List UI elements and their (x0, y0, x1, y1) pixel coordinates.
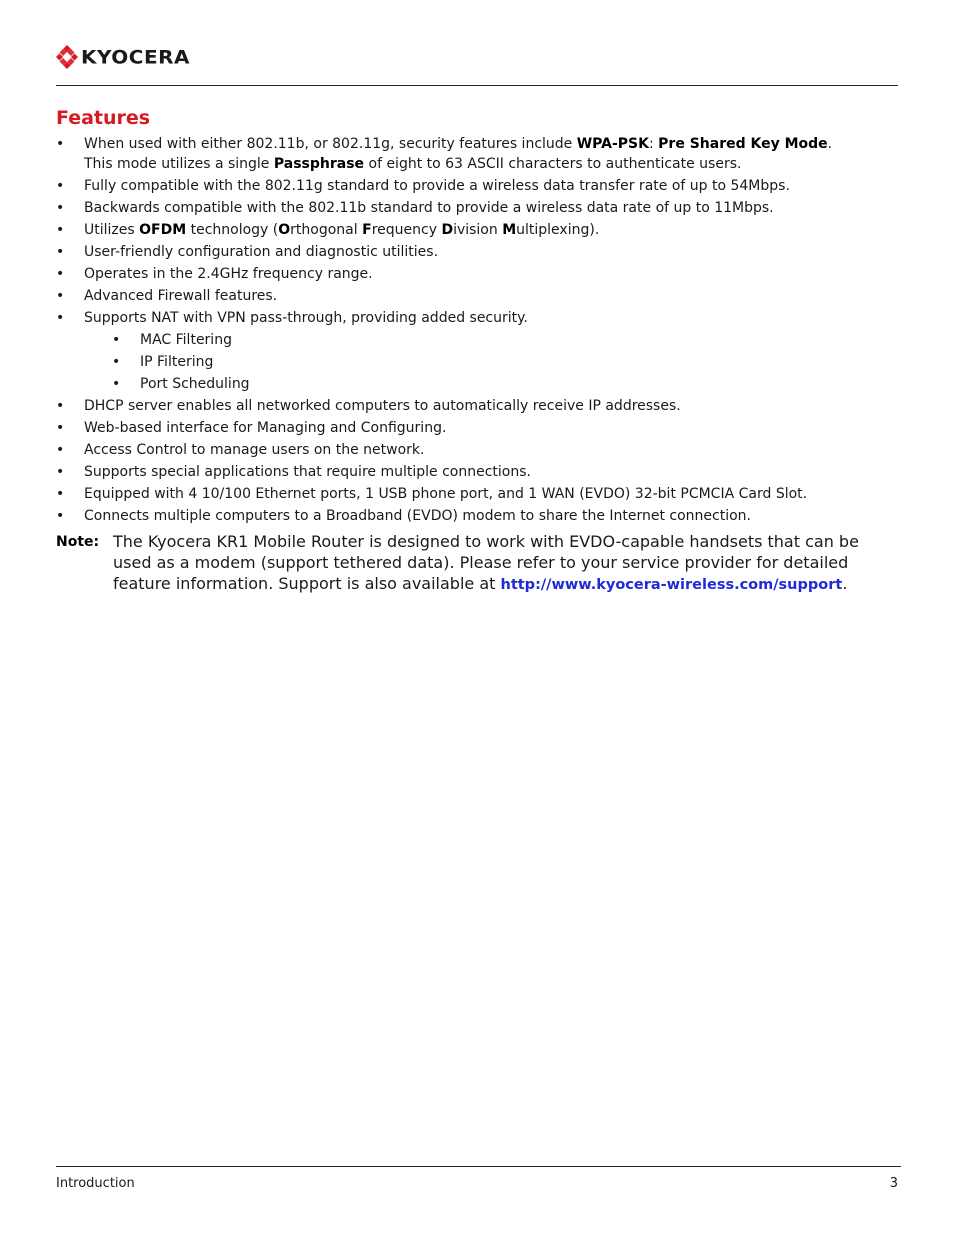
list-item (56, 418, 898, 438)
kyocera-logo (56, 44, 190, 70)
sub-list-item (56, 374, 898, 394)
list-item (56, 462, 898, 482)
bullet: • (56, 200, 65, 216)
list-item-text: Supports NAT with VPN pass-through, providing added security. (84, 310, 528, 326)
list-item-text: User-friendly configuration and diagnostic utilities. (84, 244, 439, 260)
logo-wordmark: KYOCERA (81, 45, 190, 69)
note-label: Note: (56, 534, 100, 550)
list-item-text: Advanced Firewall features. (84, 288, 278, 304)
list-item-text: Equipped with 4 10/100 Ethernet ports, 1 USB phone port, and 1 WAN (EVDO) 32-bit PCMCIA Card Slot. (84, 486, 808, 502)
bullet: • (56, 442, 65, 458)
list-item (56, 264, 898, 284)
list-item (56, 198, 898, 218)
list-item (56, 242, 898, 262)
list-item: • When used with either 802.11b, or 802.11g, security features include WPA-PSK: Pre Shared Key Mode. This mode utilizes a single Passphrase of eight to 63 ASCII characters to authenticate users. (56, 136, 833, 172)
bullet: • (56, 266, 65, 282)
list-item-text: Port Scheduling (140, 376, 250, 392)
features-list (56, 134, 898, 528)
section-title: Features (56, 107, 151, 129)
support-link[interactable]: http://www.kyocera-wireless.com/support (500, 577, 843, 593)
list-item-text: MAC Filtering (140, 332, 232, 348)
bullet: • (56, 244, 65, 260)
bullet: • (56, 464, 65, 480)
list-item-text: Operates in the 2.4GHz frequency range. (84, 266, 373, 282)
bullet: • (56, 288, 65, 304)
footer-divider (56, 1166, 901, 1167)
bullet: • (112, 332, 121, 348)
bullet: • (56, 508, 65, 524)
bullet: • (112, 376, 121, 392)
page-number: 3 (889, 1176, 898, 1191)
bullet: • (56, 398, 65, 414)
list-item (56, 396, 898, 416)
bullet: • (56, 136, 65, 152)
list-item-text: Supports special applications that require multiple connections. (84, 464, 531, 480)
list-item-text: Access Control to manage users on the network. (84, 442, 425, 458)
list-item (56, 176, 898, 196)
bullet: • (56, 486, 65, 502)
bullet: • (56, 420, 65, 436)
list-item-text: Web-based interface for Managing and Configuring. (84, 420, 447, 436)
footer-section-name: Introduction (56, 1176, 135, 1191)
header-divider (56, 85, 898, 86)
list-item: • Utilizes OFDM technology (Orthogonal Frequency Division Multiplexing). (56, 222, 600, 238)
sub-list-item (56, 330, 898, 350)
bullet: • (56, 310, 65, 326)
list-item (56, 506, 898, 526)
bullet: • (56, 178, 65, 194)
kyocera-logo-mark-icon (56, 45, 78, 69)
list-item-text: Connects multiple computers to a Broadband (EVDO) modem to share the Internet connection. (84, 508, 752, 524)
list-item (56, 308, 898, 328)
bullet: • (112, 354, 121, 370)
sub-list-item (56, 352, 898, 372)
list-item (56, 484, 898, 504)
list-item-text: Fully compatible with the 802.11g standard to provide a wireless data transfer rate of up to 54Mbps. (84, 178, 790, 194)
list-item (56, 286, 898, 306)
list-item (56, 440, 898, 460)
bullet: • (56, 222, 65, 238)
note-text: The Kyocera KR1 Mobile Router is designed to work with EVDO-capable handsets that can be used as a modem (support tethered data). Please refer to your service provider for detailed feature information. Support is also available at http://www.kyocera-wireless.com/support. (113, 532, 859, 593)
list-item-text: Backwards compatible with the 802.11b standard to provide a wireless data rate of up to 11Mbps. (84, 200, 774, 216)
list-item-text: DHCP server enables all networked computers to automatically receive IP addresses. (84, 398, 681, 414)
list-item-text: IP Filtering (140, 354, 214, 370)
note-block (56, 531, 898, 596)
